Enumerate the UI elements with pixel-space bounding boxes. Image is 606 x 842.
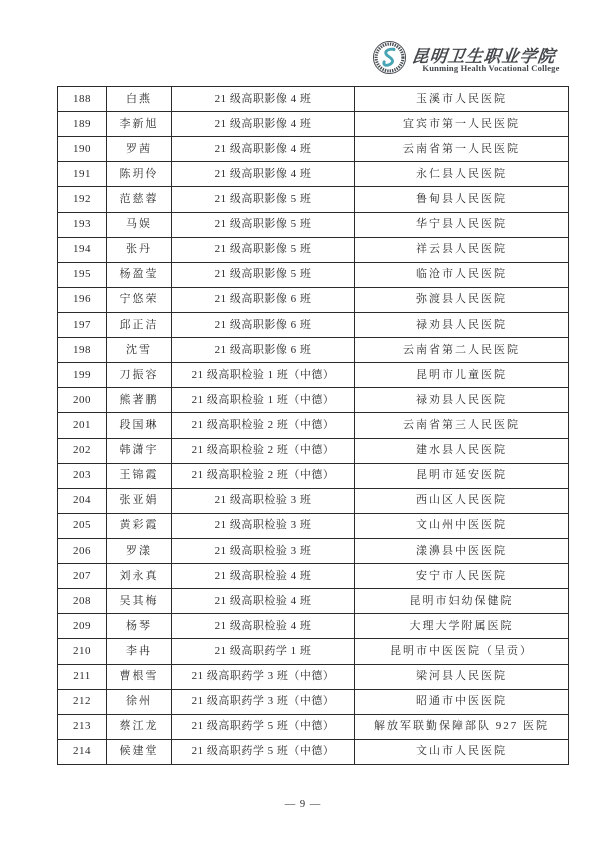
row-number-cell: 190: [58, 137, 107, 162]
row-number-cell: 200: [58, 388, 107, 413]
row-number-cell: 191: [58, 162, 107, 187]
student-name-cell: 候建堂: [107, 739, 172, 764]
row-number-cell: 195: [58, 262, 107, 287]
row-number-cell: 211: [58, 664, 107, 689]
table-row: [58, 513, 569, 538]
class-cell: 21 级高职检验 2 班（中德）: [172, 413, 355, 438]
hospital-cell: 西山区人民医院: [355, 488, 569, 513]
row-number-cell: 203: [58, 463, 107, 488]
row-number-cell: 206: [58, 538, 107, 563]
student-name-cell: 宁悠荣: [107, 287, 172, 312]
hospital-cell: 文山市人民医院: [355, 739, 569, 764]
row-number-cell: 196: [58, 287, 107, 312]
student-name-cell: 罗漾: [107, 538, 172, 563]
table-body: [58, 87, 569, 765]
table-row: [58, 689, 569, 714]
row-number-cell: 205: [58, 513, 107, 538]
hospital-cell: 漾濞县中医医院: [355, 538, 569, 563]
table-row: [58, 463, 569, 488]
class-cell: 21 级高职检验 2 班（中德）: [172, 463, 355, 488]
hospital-cell: 弥渡县人民医院: [355, 287, 569, 312]
student-name-cell: 马娱: [107, 212, 172, 237]
table-row: [58, 338, 569, 363]
student-name-cell: 黄彩霞: [107, 513, 172, 538]
student-name-cell: 张丹: [107, 237, 172, 262]
class-cell: 21 级高职影像 5 班: [172, 262, 355, 287]
class-cell: 21 级高职检验 1 班（中德）: [172, 363, 355, 388]
hospital-cell: 祥云县人民医院: [355, 237, 569, 262]
hospital-cell: 云南省第二人民医院: [355, 338, 569, 363]
class-cell: 21 级高职药学 3 班（中德）: [172, 689, 355, 714]
student-name-cell: 曹根雪: [107, 664, 172, 689]
placement-table: [57, 86, 569, 765]
table-row: [58, 87, 569, 112]
row-number-cell: 194: [58, 237, 107, 262]
hospital-cell: 华宁县人民医院: [355, 212, 569, 237]
hospital-cell: 玉溪市人民医院: [355, 87, 569, 112]
hospital-cell: 昆明市中医医院（呈贡）: [355, 639, 569, 664]
row-number-cell: 202: [58, 438, 107, 463]
row-number-cell: 207: [58, 564, 107, 589]
table-row: [58, 639, 569, 664]
class-cell: 21 级高职检验 1 班（中德）: [172, 388, 355, 413]
row-number-cell: 201: [58, 413, 107, 438]
table-row: [58, 388, 569, 413]
table-row: [58, 614, 569, 639]
table-row: [58, 112, 569, 137]
table-row: [58, 187, 569, 212]
table-row: [58, 714, 569, 739]
hospital-cell: 大理大学附属医院: [355, 614, 569, 639]
table-row: [58, 589, 569, 614]
table-row: [58, 438, 569, 463]
class-cell: 21 级高职影像 6 班: [172, 338, 355, 363]
class-cell: 21 级高职药学 5 班（中德）: [172, 714, 355, 739]
college-name-english: Kunming Health Vocational College: [422, 63, 560, 73]
table-row: [58, 262, 569, 287]
class-cell: 21 级高职影像 5 班: [172, 187, 355, 212]
class-cell: 21 级高职影像 4 班: [172, 137, 355, 162]
row-number-cell: 197: [58, 312, 107, 337]
student-name-cell: 邱正洁: [107, 312, 172, 337]
class-cell: 21 级高职检验 3 班: [172, 488, 355, 513]
class-cell: 21 级高职影像 4 班: [172, 87, 355, 112]
row-number-cell: 199: [58, 363, 107, 388]
hospital-cell: 昭通市中医医院: [355, 689, 569, 714]
student-name-cell: 白燕: [107, 87, 172, 112]
class-cell: 21 级高职检验 4 班: [172, 589, 355, 614]
hospital-cell: 禄劝县人民医院: [355, 388, 569, 413]
table-row: [58, 363, 569, 388]
student-name-cell: 徐州: [107, 689, 172, 714]
page-number: — 9 —: [284, 799, 322, 810]
table-row: [58, 162, 569, 187]
row-number-cell: 210: [58, 639, 107, 664]
student-name-cell: 段国琳: [107, 413, 172, 438]
student-name-cell: 罗茜: [107, 137, 172, 162]
hospital-cell: 建水县人民医院: [355, 438, 569, 463]
class-cell: 21 级高职影像 5 班: [172, 237, 355, 262]
table-row: [58, 212, 569, 237]
row-number-cell: 198: [58, 338, 107, 363]
class-cell: 21 级高职检验 3 班: [172, 513, 355, 538]
student-name-cell: 杨琴: [107, 614, 172, 639]
class-cell: 21 级高职药学 1 班: [172, 639, 355, 664]
class-cell: 21 级高职影像 4 班: [172, 112, 355, 137]
table-row: [58, 312, 569, 337]
student-name-cell: 张亚娟: [107, 488, 172, 513]
hospital-cell: 梁河县人民医院: [355, 664, 569, 689]
row-number-cell: 212: [58, 689, 107, 714]
page-header: [0, 0, 606, 86]
placement-table-container: [57, 86, 569, 765]
row-number-cell: 192: [58, 187, 107, 212]
hospital-cell: 禄劝县人民医院: [355, 312, 569, 337]
row-number-cell: 214: [58, 739, 107, 764]
student-name-cell: 蔡江龙: [107, 714, 172, 739]
class-cell: 21 级高职药学 3 班（中德）: [172, 664, 355, 689]
table-row: [58, 488, 569, 513]
hospital-cell: 昆明市儿童医院: [355, 363, 569, 388]
class-cell: 21 级高职影像 4 班: [172, 162, 355, 187]
table-row: [58, 413, 569, 438]
table-row: [58, 564, 569, 589]
table-row: [58, 664, 569, 689]
class-cell: 21 级高职影像 5 班: [172, 212, 355, 237]
student-name-cell: 刀振容: [107, 363, 172, 388]
college-name-chinese: 昆明卫生职业学院: [410, 47, 557, 66]
hospital-cell: 永仁县人民医院: [355, 162, 569, 187]
student-name-cell: 韩潇宇: [107, 438, 172, 463]
table-row: [58, 739, 569, 764]
table-row: [58, 538, 569, 563]
table-row: [58, 137, 569, 162]
row-number-cell: 188: [58, 87, 107, 112]
hospital-cell: 宜宾市第一人民医院: [355, 112, 569, 137]
table-row: [58, 287, 569, 312]
hospital-cell: 云南省第一人民医院: [355, 137, 569, 162]
class-cell: 21 级高职检验 3 班: [172, 538, 355, 563]
hospital-cell: 临沧市人民医院: [355, 262, 569, 287]
student-name-cell: 王锦霞: [107, 463, 172, 488]
student-name-cell: 沈雪: [107, 338, 172, 363]
row-number-cell: 204: [58, 488, 107, 513]
student-name-cell: 李冉: [107, 639, 172, 664]
hospital-cell: 鲁甸县人民医院: [355, 187, 569, 212]
student-name-cell: 吴其梅: [107, 589, 172, 614]
class-cell: 21 级高职影像 6 班: [172, 287, 355, 312]
student-name-cell: 刘永真: [107, 564, 172, 589]
class-cell: 21 级高职检验 2 班（中德）: [172, 438, 355, 463]
hospital-cell: 解放军联勤保障部队 927 医院: [355, 714, 569, 739]
hospital-cell: 昆明市延安医院: [355, 463, 569, 488]
class-cell: 21 级高职药学 5 班（中德）: [172, 739, 355, 764]
row-number-cell: 209: [58, 614, 107, 639]
row-number-cell: 193: [58, 212, 107, 237]
table-row: [58, 237, 569, 262]
hospital-cell: 昆明市妇幼保健院: [355, 589, 569, 614]
student-name-cell: 陈玥伶: [107, 162, 172, 187]
class-cell: 21 级高职检验 4 班: [172, 564, 355, 589]
hospital-cell: 文山州中医医院: [355, 513, 569, 538]
row-number-cell: 208: [58, 589, 107, 614]
college-seal-icon: [372, 40, 407, 75]
student-name-cell: 杨盈莹: [107, 262, 172, 287]
student-name-cell: 熊著鹏: [107, 388, 172, 413]
class-cell: 21 级高职检验 4 班: [172, 614, 355, 639]
hospital-cell: 安宁市人民医院: [355, 564, 569, 589]
row-number-cell: 213: [58, 714, 107, 739]
hospital-cell: 云南省第三人民医院: [355, 413, 569, 438]
student-name-cell: 范慈蓉: [107, 187, 172, 212]
student-name-cell: 李新旭: [107, 112, 172, 137]
row-number-cell: 189: [58, 112, 107, 137]
class-cell: 21 级高职影像 6 班: [172, 312, 355, 337]
